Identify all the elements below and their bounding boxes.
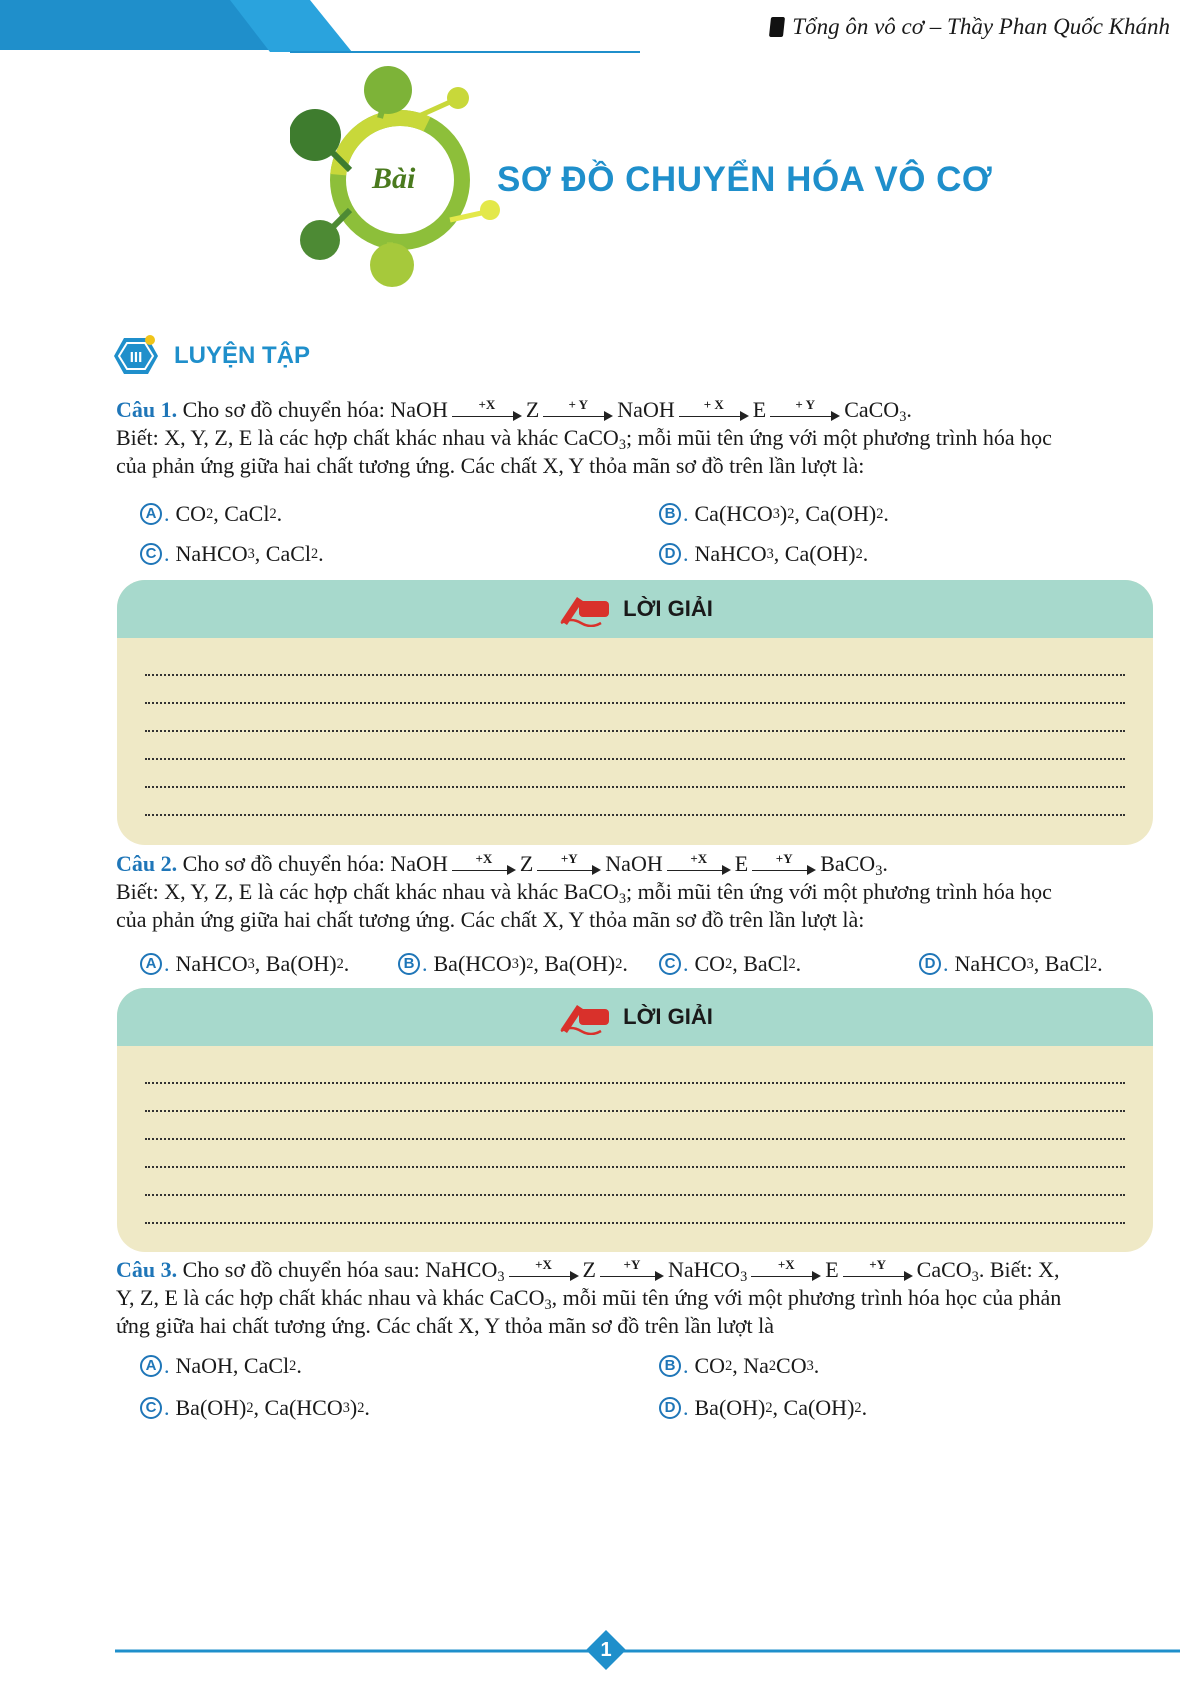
question-text: Y, Z, E là các hợp chất khác nhau và khác CaCO$_3$, mỗi mũi tên ứng với một phương trình hóa học của phản xyxy=(116,1285,1062,1313)
reaction-arrow: +X xyxy=(452,858,516,878)
option-letter: B xyxy=(659,503,681,525)
question-text: ứng giữa hai chất tương ứng. Các chất X, Y thỏa mãn sơ đồ trên lần lượt là xyxy=(116,1313,775,1338)
section-heading xyxy=(112,334,310,378)
option-d[interactable]: D . Ba(OH) 2 , Ca(OH) 2 . xyxy=(659,1394,867,1422)
answer-box xyxy=(117,988,1153,1252)
option-b[interactable]: B . Ca(HCO 3 ) 2 , Ca(OH) 2 . xyxy=(659,500,889,528)
question-intro: Cho sơ đồ chuyển hóa: xyxy=(182,851,385,876)
answer-lines[interactable] xyxy=(117,638,1153,816)
option-letter: D xyxy=(919,953,941,975)
option-c[interactable]: C . Ba(OH) 2 , Ca(HCO 3 ) 2 . xyxy=(140,1394,370,1422)
answer-box xyxy=(117,580,1153,845)
option-c[interactable]: C . NaHCO 3 , CaCl 2 . xyxy=(140,540,324,568)
option-a[interactable]: A . NaOH, CaCl 2 . xyxy=(140,1352,302,1380)
section-numeral: III xyxy=(129,349,143,366)
option-a[interactable]: A . CO 2 , CaCl 2 . xyxy=(140,500,282,528)
reaction-arrow: +Y xyxy=(600,1264,664,1284)
question-number: Câu 2. xyxy=(116,851,178,876)
option-letter: C xyxy=(140,1397,162,1419)
option-letter: C xyxy=(140,543,162,565)
question-3 xyxy=(116,1256,1152,1340)
reaction-arrow: +Y xyxy=(537,858,601,878)
option-letter: D xyxy=(659,1397,681,1419)
question-2 xyxy=(116,850,1152,934)
reaction-arrow: +X xyxy=(667,858,731,878)
option-b[interactable]: B . CO 2 , Na 2 CO 3 . xyxy=(659,1352,819,1380)
writing-hand-icon xyxy=(557,999,613,1035)
options-q2 xyxy=(140,950,1140,982)
question-text: Biết: X, Y, Z, E là các hợp chất khác nhau và khác BaCO$_3$; mỗi mũi tên ứng với một phương trình hóa học xyxy=(116,879,1052,907)
answer-box-title: LỜI GIẢI xyxy=(623,596,713,621)
question-number: Câu 1. xyxy=(116,397,178,422)
reaction-arrow: +Y xyxy=(752,858,816,878)
reaction-arrow: + Y xyxy=(543,404,613,424)
book-icon xyxy=(769,17,785,37)
reaction-arrow: +X xyxy=(751,1264,821,1284)
reaction-arrow: +Y xyxy=(843,1264,913,1284)
question-intro: Cho sơ đồ chuyển hóa: xyxy=(182,397,385,422)
reaction-arrow: + Y xyxy=(770,404,840,424)
footer-rule xyxy=(115,1632,1180,1672)
reaction-scheme: NaOH +X Z +Y NaOH +X E +Y BaCO$_3$. xyxy=(390,851,888,879)
option-letter: A xyxy=(140,503,162,525)
option-c[interactable]: C . CO 2 , BaCl 2 . xyxy=(659,950,801,978)
option-letter: D xyxy=(659,543,681,565)
option-letter: A xyxy=(140,1355,162,1377)
writing-hand-icon xyxy=(557,591,613,627)
answer-box-title: LỜI GIẢI xyxy=(623,1004,713,1029)
answer-box-header xyxy=(117,580,1153,638)
reaction-arrow: + X xyxy=(679,404,749,424)
options-q3 xyxy=(140,1352,1140,1422)
question-text: của phản ứng giữa hai chất tương ứng. Các chất X, Y thỏa mãn sơ đồ trên lần lượt là: xyxy=(116,907,865,932)
section-title: LUYỆN TẬP xyxy=(174,342,311,369)
option-a[interactable]: A . NaHCO 3 , Ba(OH) 2 . xyxy=(140,950,349,978)
option-b[interactable]: B . Ba(HCO 3 ) 2 , Ba(OH) 2 . xyxy=(398,950,628,978)
hexagon-icon xyxy=(112,334,160,378)
option-letter: B xyxy=(398,953,420,975)
reaction-arrow: +X xyxy=(509,1264,579,1284)
option-letter: A xyxy=(140,953,162,975)
header-title: Tổng ôn vô cơ – Thầy Phan Quốc Khánh xyxy=(770,14,1170,40)
question-intro: Cho sơ đồ chuyển hóa sau: xyxy=(182,1257,420,1282)
header-decoration xyxy=(0,0,640,60)
question-text: Biết: X, Y, Z, E là các hợp chất khác nhau và khác CaCO$_3$; mỗi mũi tên ứng với một phương trình hóa học xyxy=(116,425,1052,453)
option-d[interactable]: D . NaHCO 3 , Ca(OH) 2 . xyxy=(659,540,868,568)
reaction-arrow: +X xyxy=(452,404,522,424)
option-letter: C xyxy=(659,953,681,975)
reaction-scheme: NaOH +X Z + Y NaOH + X E + Y CaCO$_3$. xyxy=(390,397,912,425)
question-number: Câu 3. xyxy=(116,1257,178,1282)
lesson-label: Bài xyxy=(372,162,416,195)
question-1 xyxy=(116,396,1152,480)
reaction-scheme: NaHCO$_3$ +X Z +Y NaHCO$_3$ +X E +Y CaCO$_3$. Biết: X, xyxy=(425,1257,1060,1285)
option-letter: B xyxy=(659,1355,681,1377)
lesson-title: SƠ ĐỒ CHUYỂN HÓA VÔ CƠ xyxy=(497,160,993,199)
option-d[interactable]: D . NaHCO 3 , BaCl 2 . xyxy=(919,950,1103,978)
options-q1 xyxy=(140,500,1140,570)
answer-box-header xyxy=(117,988,1153,1046)
question-text: của phản ứng giữa hai chất tương ứng. Các chất X, Y thỏa mãn sơ đồ trên lần lượt là: xyxy=(116,453,865,478)
answer-lines[interactable] xyxy=(117,1046,1153,1224)
page-number: 1 xyxy=(586,1630,626,1670)
